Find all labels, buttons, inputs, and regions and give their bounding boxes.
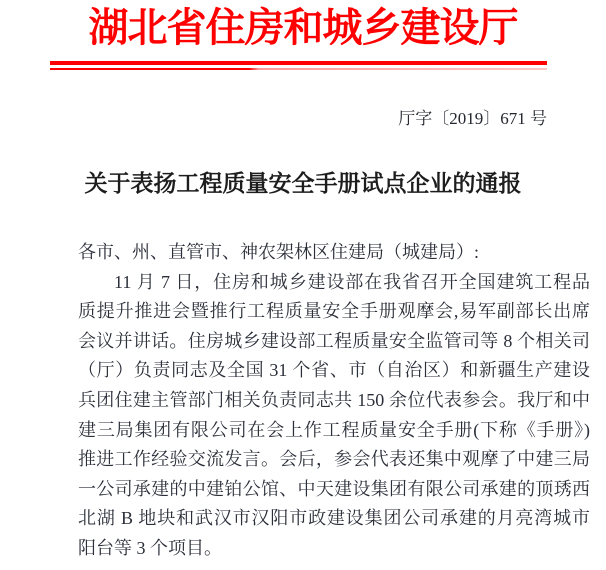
body-line: 11 月 7 日，住房和城乡建设部在我省召开全国建筑工程品 (114, 271, 590, 292)
body-line: （厅）负责同志及全国 31 个省、市（自治区）和新疆生产建设 (78, 360, 590, 381)
doc-number: 厅字〔2019〕671 号 (398, 109, 547, 128)
agency-name: 湖北省住房和城乡建设厅 (88, 5, 518, 50)
body-line: 会议并讲话。住房城乡建设部工程质量安全监管司等 8 个相关司 (78, 330, 590, 351)
body-line: 各市、州、直管市、神农架林区住建局（城建局）: (78, 242, 479, 262)
red-divider (50, 61, 547, 70)
body-line: 一公司承建的中建铂公馆、中天建设集团有限公司承建的顶琇西 (78, 478, 590, 499)
document-body (78, 238, 590, 564)
body-line: 兵团住建主管部门相关负责同志共 150 余位代表参会。我厅和中 (78, 389, 590, 410)
body-line: 推进工作经验交流发言。会后，参会代表还集中观摩了中建三局 (78, 449, 590, 470)
red-divider-thick-line (50, 61, 547, 65)
body-line: 北湖 B 地块和武汉市汉阳市政建设集团公司承建的月亮湾城市 (78, 508, 590, 529)
body-line: 质提升推进会暨推行工程质量安全手册观摩会,易军副部长出席 (78, 301, 590, 322)
body-line: 建三局集团有限公司在会上作工程质量安全手册(下称《手册》) (78, 419, 590, 440)
body-line: 阳台等 3 个项目。 (78, 537, 222, 558)
red-divider-thin-line (50, 68, 547, 70)
document-title: 关于表扬工程质量安全手册试点企业的通报 (84, 171, 522, 196)
